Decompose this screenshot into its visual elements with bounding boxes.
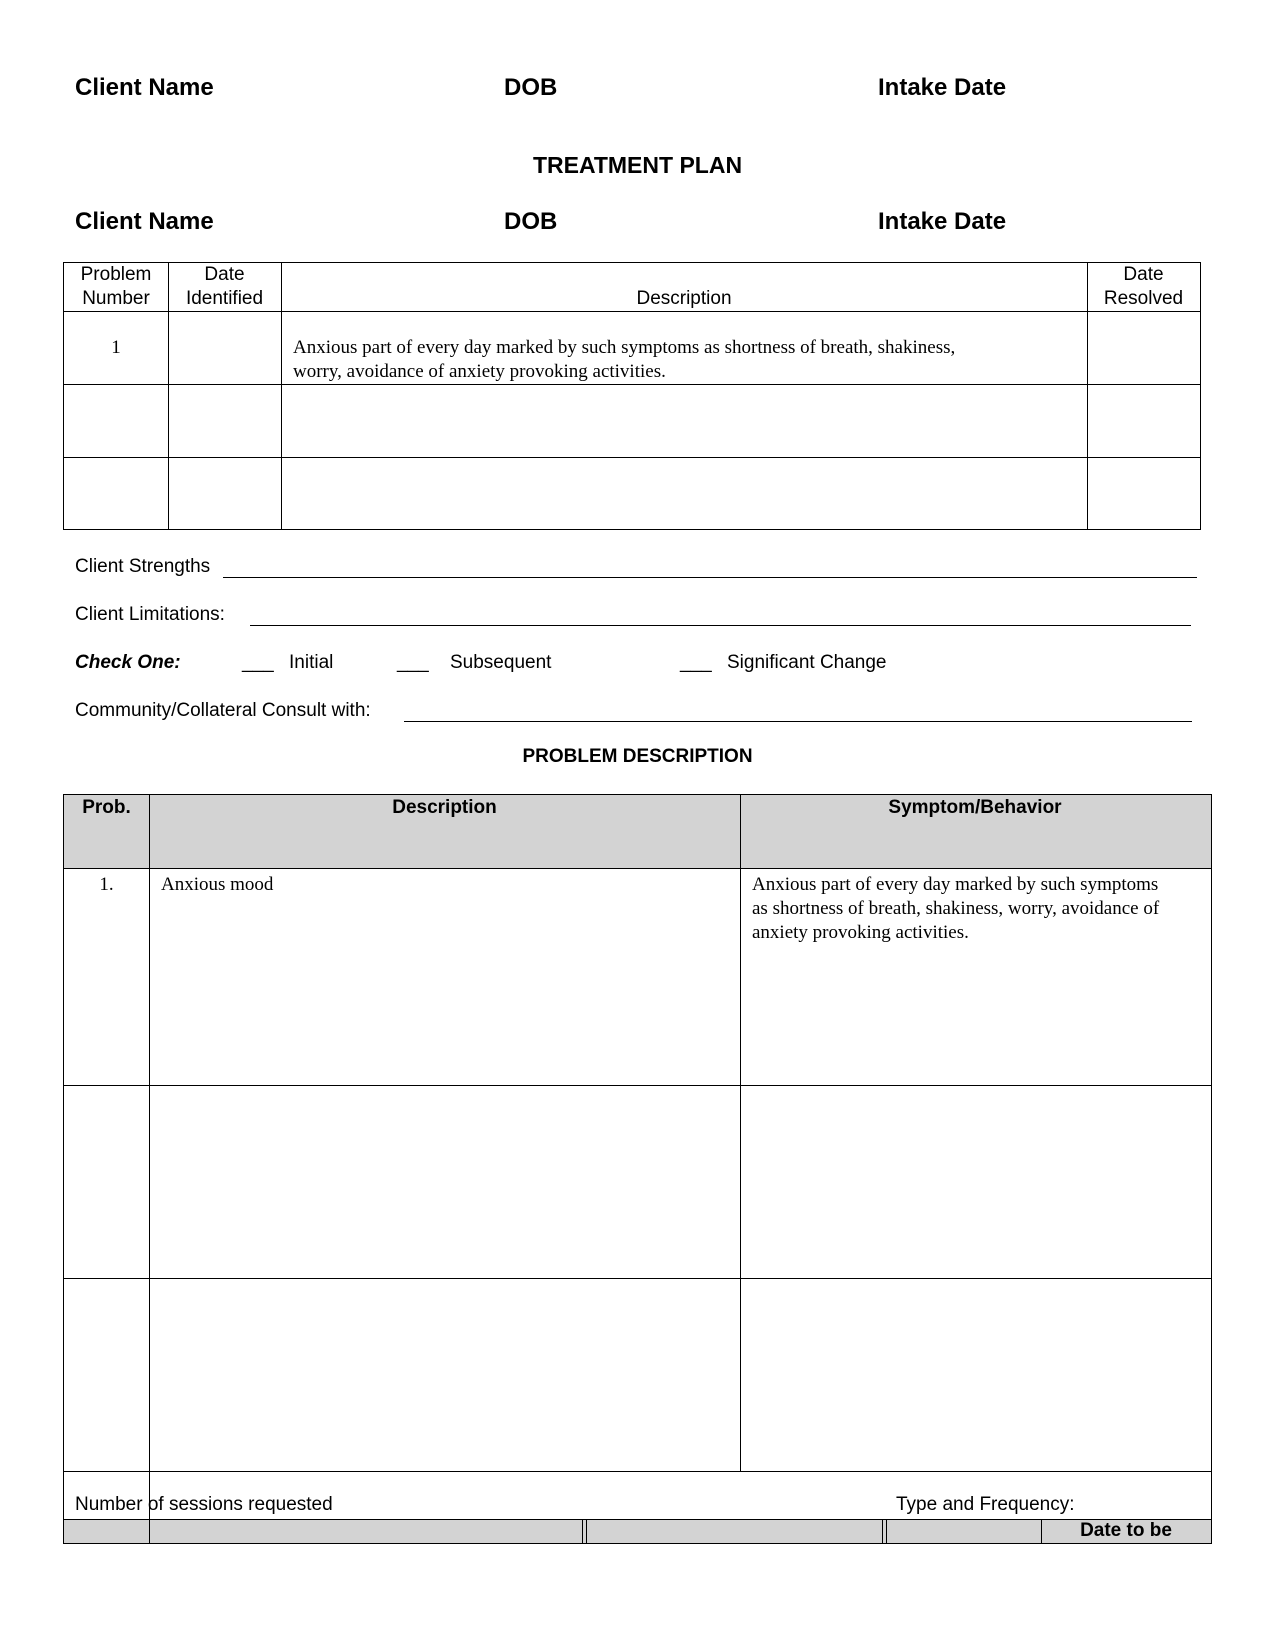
row-divider [64, 384, 1200, 385]
header-problem-number-line1: Problem [80, 264, 152, 285]
header-date-resolved-line2: Resolved [1103, 288, 1184, 309]
header-problem-number [64, 263, 168, 311]
initial-blank[interactable]: ___ [242, 652, 274, 673]
intake-date-label-2: Intake Date [878, 208, 1007, 235]
subsequent-blank[interactable]: ___ [397, 652, 429, 673]
significant-change-option: Significant Change [727, 652, 887, 673]
col-divider [582, 1519, 583, 1543]
client-strengths-label: Client Strengths [75, 556, 211, 577]
row1-symptom [752, 873, 1207, 945]
header-date-identified [168, 263, 281, 311]
intake-date-label: Intake Date [878, 74, 1007, 101]
row-divider [64, 311, 1200, 312]
client-limitations-label: Client Limitations: [75, 604, 225, 625]
problem-description-table [63, 794, 1212, 1544]
consult-label: Community/Collateral Consult with: [75, 700, 371, 721]
row-divider [64, 868, 1211, 869]
page-title: TREATMENT PLAN [532, 152, 743, 178]
header-description: Description [636, 288, 732, 309]
row-divider [64, 1278, 1211, 1279]
dob-label-2: DOB [504, 208, 558, 235]
client-strengths-line[interactable] [223, 577, 1197, 578]
sessions-requested-label: Number of sessions requested [75, 1494, 333, 1515]
header-prob: Prob. [82, 797, 131, 818]
problem-description-title: PROBLEM DESCRIPTION [522, 746, 753, 767]
type-frequency-label: Type and Frequency: [896, 1494, 1075, 1515]
row1-description: Anxious mood [161, 874, 274, 895]
client-name-label: Client Name [75, 74, 214, 101]
problem-table [63, 262, 1201, 530]
initial-option: Initial [289, 652, 334, 673]
bottom-header-row [64, 1519, 1211, 1543]
col-divider [149, 795, 150, 1519]
col-divider [886, 1519, 887, 1543]
row1-symptom-line1: Anxious part of every day marked by such symptoms [752, 874, 1159, 895]
row-divider [64, 457, 1200, 458]
row1-symptom-line3: anxiety provoking activities. [752, 922, 969, 943]
row1-problem-number: 1 [111, 337, 121, 358]
header-problem-number-line2: Number [82, 288, 150, 309]
row1-description-line2: worry, avoidance of anxiety provoking activities. [293, 361, 666, 382]
significant-change-blank[interactable]: ___ [680, 652, 712, 673]
row-divider [64, 1519, 1211, 1520]
header-date-resolved [1087, 263, 1200, 311]
header-symptom-behavior: Symptom/Behavior [888, 797, 1062, 818]
row1-description [293, 336, 1083, 384]
subsequent-option: Subsequent [450, 652, 552, 673]
row-divider [64, 1471, 1211, 1472]
row-divider [64, 1085, 1211, 1086]
dob-label: DOB [504, 74, 558, 101]
date-to-be-header: Date to be [1080, 1520, 1172, 1541]
header-date-identified-line2: Identified [185, 288, 264, 309]
header-description: Description [392, 797, 497, 818]
consult-line[interactable] [404, 721, 1192, 722]
check-one-label: Check One: [75, 652, 181, 673]
col-divider [740, 795, 741, 1471]
row1-description-line1: Anxious part of every day marked by such symptoms as shortness of breath, shakiness, [293, 337, 956, 358]
row1-prob: 1. [99, 874, 114, 895]
col-divider [586, 1519, 587, 1543]
header-date-resolved-line1: Date [1123, 264, 1164, 285]
col-divider [149, 1519, 150, 1543]
header-date-identified-line1: Date [204, 264, 245, 285]
col-divider [882, 1519, 883, 1543]
row1-symptom-line2: as shortness of breath, shakiness, worry, avoidance of [752, 898, 1160, 919]
client-limitations-line[interactable] [250, 625, 1191, 626]
client-name-label-2: Client Name [75, 208, 214, 235]
